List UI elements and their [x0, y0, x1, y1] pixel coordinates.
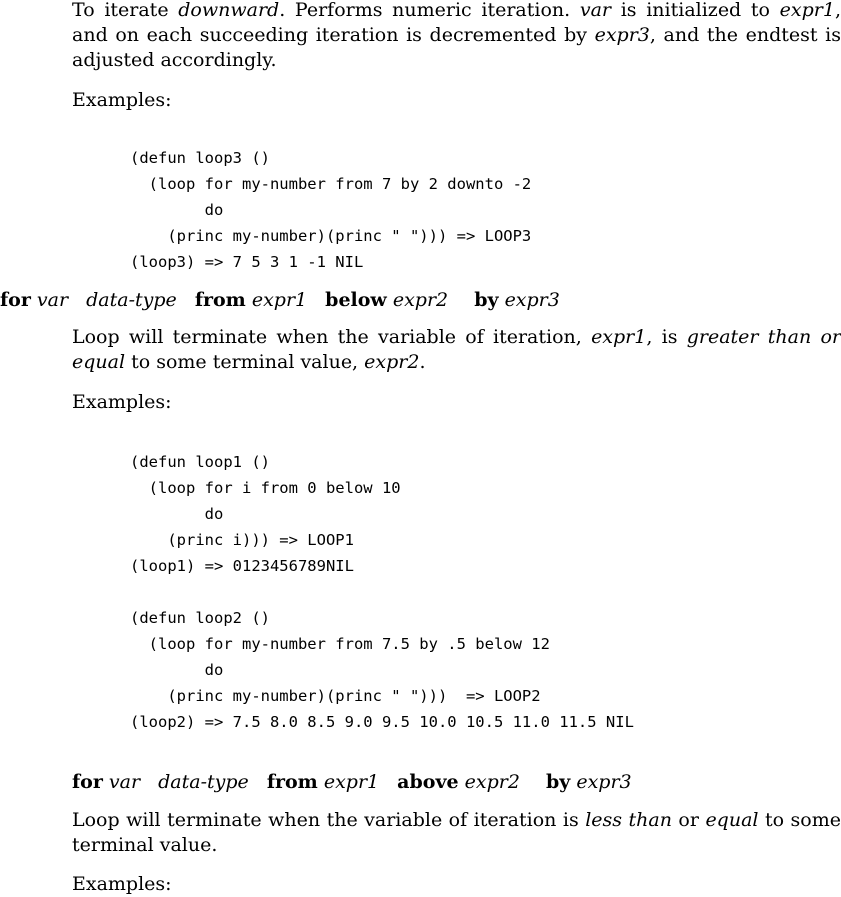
keyword-by: by: [474, 289, 499, 311]
text: To iterate: [72, 0, 179, 21]
term-expr2: expr2: [392, 289, 449, 311]
text: Loop will terminate when the variable of iteration,: [72, 326, 592, 348]
term-expr2: expr2: [364, 351, 420, 373]
syntax-heading-above: [72, 770, 632, 795]
term-expr3: expr3: [576, 771, 632, 793]
syntax-heading-below: [0, 288, 560, 313]
text: is initialized to: [611, 0, 780, 21]
keyword-above: above: [397, 771, 459, 793]
code-example-loop3: (defun loop3 () (loop for my-number from 7 by 2 downto -2 do (princ my-number)(princ " "))) => LOOP3 (loop3) => 7 5 3 1 -1 NIL: [130, 149, 532, 271]
term-var: var: [36, 289, 69, 311]
above-description: [72, 808, 841, 858]
term-expr1: expr1: [779, 0, 835, 21]
text: , and the endtest is adjusted accordingly.: [72, 24, 841, 71]
keyword-below: below: [325, 289, 387, 311]
text: , is: [646, 326, 687, 348]
term-expr1: expr1: [323, 771, 380, 793]
examples-label: Examples:: [72, 391, 172, 413]
examples-label: Examples:: [72, 873, 172, 895]
term-equal: equal: [705, 809, 759, 831]
keyword-by: by: [545, 771, 571, 793]
term-greater-than-or-equal: greater than or equal: [72, 326, 841, 373]
term-data-type: data-type: [86, 289, 177, 311]
text: to some terminal value,: [125, 351, 365, 373]
below-description: [72, 325, 841, 375]
text: . Performs numeric iteration.: [279, 0, 580, 21]
term-data-type: data-type: [158, 771, 249, 793]
keyword-from: from: [194, 289, 246, 311]
code-example-loop2: (defun loop2 () (loop for my-number from 7.5 by .5 below 12 do (princ my-number)(princ " "))) => LOOP2 (loop2) => 7.5 8.0 8.5 9.0 9.5 10.0 10.5 11.0 11.5 NIL: [130, 609, 634, 731]
text: to some terminal value.: [72, 809, 841, 856]
text: .: [419, 351, 426, 373]
text: , and on each succeeding iteration is decremented by: [72, 0, 841, 46]
keyword-for: for: [0, 289, 31, 311]
term-expr2: expr2: [464, 771, 520, 793]
term-expr1: expr1: [591, 326, 647, 348]
code-example-loop1: (defun loop1 () (loop for i from 0 below 10 do (princ i))) => LOOP1 (loop1) => 0123456789NIL: [130, 453, 401, 575]
term-expr3: expr3: [594, 24, 650, 46]
text: or: [671, 809, 706, 831]
keyword-for: for: [72, 771, 103, 793]
text: Loop will terminate when the variable of iteration is: [72, 809, 586, 831]
keyword-from: from: [266, 771, 318, 793]
term-var: var: [579, 0, 612, 21]
term-expr3: expr3: [504, 289, 560, 311]
term-less-than: less than: [585, 809, 672, 831]
term-var: var: [108, 771, 141, 793]
term-expr1: expr1: [251, 289, 308, 311]
examples-label: Examples:: [72, 89, 172, 111]
downto-description: [72, 0, 841, 73]
term-downward: downward: [178, 0, 280, 21]
